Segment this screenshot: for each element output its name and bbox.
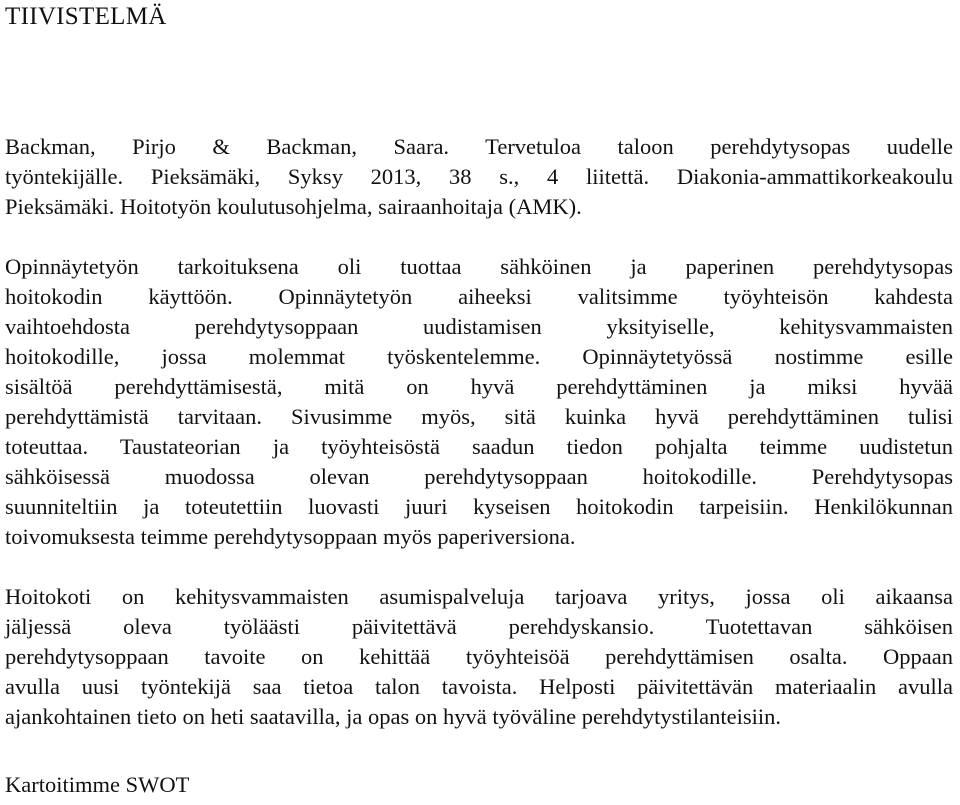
abstract-paragraph-2-line-4: avulla uusi työntekijä saa tietoa talon tavoista. Helposti päivitettävän materiaalin avulla (5, 674, 953, 699)
abstract-paragraph-1-line-9: suunniteltiin ja toteutettiin luovasti juuri kyseisen hoitokodin tarpeisiin. Henkilökunnan (5, 494, 953, 519)
abstract-paragraph-2-line-3: perehdytysoppaan tavoite on kehittää työyhteisöä perehdyttämisen osalta. Oppaan (5, 644, 953, 669)
abstract-paragraph-1-line-5: sisältöä perehdyttämisestä, mitä on hyvä perehdyttäminen ja miksi hyvää (5, 374, 953, 399)
abstract-paragraph-1-line-4: hoitokodille, jossa molemmat työskentelemme. Opinnäytetyössä nostimme esille (5, 344, 953, 369)
abstract-paragraph-2-line-1: Hoitokoti on kehitysvammaisten asumispalveluja tarjoava yritys, jossa oli aikaansa (5, 584, 953, 609)
abstract-paragraph-2-line-2: jäljessä oleva työläästi päivitettävä perehdyskansio. Tuotettavan sähköisen (5, 614, 953, 639)
citation-line-1: Backman, Pirjo & Backman, Saara. Tervetuloa taloon perehdytysopas uudelle (5, 134, 953, 159)
citation-line-2: työntekijälle. Pieksämäki, Syksy 2013, 38 s., 4 liitettä. Diakonia-ammattikorkeakoulu (5, 164, 953, 189)
abstract-paragraph-1-line-7: toteuttaa. Taustateorian ja työyhteisöstä saadun tiedon pohjalta teimme uudistetun (5, 434, 953, 459)
page-title: TIIVISTELMÄ (5, 3, 167, 30)
abstract-paragraph-1-line-1: Opinnäytetyön tarkoituksena oli tuottaa sähköinen ja paperinen perehdytysopas (5, 254, 953, 279)
citation-line-3: Pieksämäki. Hoitotyön koulutusohjelma, sairaanhoitaja (AMK). (5, 194, 582, 219)
abstract-paragraph-2-line-5: ajankohtainen tieto on heti saatavilla, ja opas on hyvä työväline perehdytystilanteisiin. (5, 704, 782, 729)
abstract-paragraph-1-line-6: perehdyttämistä tarvitaan. Sivusimme myös, sitä kuinka hyvä perehdyttäminen tulisi (5, 404, 953, 429)
abstract-paragraph-1-line-8: sähköisessä muodossa olevan perehdytysoppaan hoitokodille. Perehdytysopas (5, 464, 953, 489)
abstract-paragraph-1-line-3: vaihtoehdosta perehdytysoppaan uudistamisen yksityiselle, kehitysvammaisten (5, 314, 953, 339)
abstract-paragraph-1-line-10: toivomuksesta teimme perehdytysoppaan myös paperiversiona. (5, 524, 576, 549)
abstract-paragraph-3-line-1: Kartoitimme SWOT (5, 772, 190, 797)
abstract-paragraph-1-line-2: hoitokodin käyttöön. Opinnäytetyön aiheeksi valitsimme työyhteisön kahdesta (5, 284, 953, 309)
